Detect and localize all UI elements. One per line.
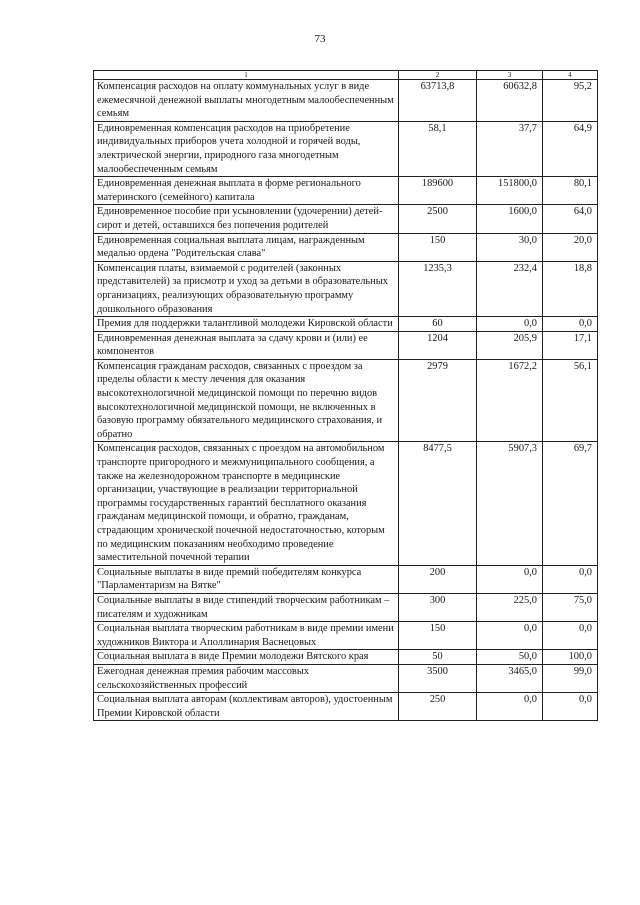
row-percent-value: 0,0 xyxy=(543,565,598,593)
row-percent-value: 0,0 xyxy=(543,317,598,332)
row-plan-value: 1235,3 xyxy=(399,261,477,316)
row-percent-value: 64,9 xyxy=(543,121,598,176)
row-percent-value: 64,0 xyxy=(543,205,598,233)
row-percent-value: 100,0 xyxy=(543,650,598,665)
row-plan-value: 150 xyxy=(399,233,477,261)
row-actual-value: 0,0 xyxy=(477,622,543,650)
table-row xyxy=(94,622,598,650)
row-plan-value: 8477,5 xyxy=(399,442,477,565)
table-row xyxy=(94,664,598,692)
row-plan-value: 2979 xyxy=(399,359,477,442)
row-plan-value: 63713,8 xyxy=(399,80,477,122)
row-plan-value: 50 xyxy=(399,650,477,665)
table-row xyxy=(94,233,598,261)
row-actual-value: 205,9 xyxy=(477,331,543,359)
header-cell: 2 xyxy=(399,71,477,80)
row-actual-value: 0,0 xyxy=(477,693,543,721)
row-actual-value: 225,0 xyxy=(477,593,543,621)
page-number: 73 xyxy=(314,33,326,45)
row-percent-value: 99,0 xyxy=(543,664,598,692)
row-plan-value: 58,1 xyxy=(399,121,477,176)
row-description: Единовременная денежная выплата за сдачу крови и (или) ее компонентов xyxy=(94,331,399,359)
table-row xyxy=(94,317,598,332)
row-description: Социальная выплата в виде Премии молодежи Вятского края xyxy=(94,650,399,665)
table-row xyxy=(94,442,598,565)
row-actual-value: 50,0 xyxy=(477,650,543,665)
row-plan-value: 1204 xyxy=(399,331,477,359)
row-percent-value: 0,0 xyxy=(543,622,598,650)
row-actual-value: 0,0 xyxy=(477,317,543,332)
row-description: Компенсация расходов, связанных с проездом на автомобильном транспорте пригородного и межмуниципального сообщения, а также на железнодорожном транспорте в медицинские организации, участвующие в реализации территориальной программы государственных гарантий бесплатного оказания гражданам медицинской помощи, и обратно, гражданам, страдающим хронической почечной недостаточностью, которым по медицинским показаниям необходимо проведение заместительной почечной терапии xyxy=(94,442,399,565)
table-header-row xyxy=(94,71,598,80)
row-plan-value: 3500 xyxy=(399,664,477,692)
row-description: Единовременная компенсация расходов на приобретение индивидуальных приборов учета холодной и горячей воды, электрической энергии, природного газа многодетным малообеспеченным семьям xyxy=(94,121,399,176)
row-plan-value: 200 xyxy=(399,565,477,593)
data-table xyxy=(93,70,598,721)
table-row xyxy=(94,80,598,122)
row-actual-value: 1672,2 xyxy=(477,359,543,442)
row-actual-value: 0,0 xyxy=(477,565,543,593)
row-percent-value: 18,8 xyxy=(543,261,598,316)
table-row xyxy=(94,261,598,316)
row-actual-value: 232,4 xyxy=(477,261,543,316)
table-row xyxy=(94,331,598,359)
row-percent-value: 75,0 xyxy=(543,593,598,621)
row-actual-value: 30,0 xyxy=(477,233,543,261)
row-description: Компенсация гражданам расходов, связанных с проездом за пределы области к месту лечения для оказания высокотехнологичной медицинской помощи по перечню видов высокотехнологичной медицинской помощи, не включенных в базовую программу обязательного медицинского страхования, и обратно xyxy=(94,359,399,442)
table-row xyxy=(94,121,598,176)
row-percent-value: 69,7 xyxy=(543,442,598,565)
row-description: Социальные выплаты в виде премий победителям конкурса "Парламентаризм на Вятке" xyxy=(94,565,399,593)
row-percent-value: 95,2 xyxy=(543,80,598,122)
row-description: Ежегодная денежная премия рабочим массовых сельскохозяйственных профессий xyxy=(94,664,399,692)
row-description: Социальная выплата авторам (коллективам авторов), удостоенным Премии Кировской области xyxy=(94,693,399,721)
row-percent-value: 17,1 xyxy=(543,331,598,359)
row-actual-value: 37,7 xyxy=(477,121,543,176)
row-plan-value: 60 xyxy=(399,317,477,332)
row-actual-value: 151800,0 xyxy=(477,177,543,205)
table-row xyxy=(94,565,598,593)
header-cell: 4 xyxy=(543,71,598,80)
row-description: Социальные выплаты в виде стипендий творческим работникам – писателям и художникам xyxy=(94,593,399,621)
table-row xyxy=(94,650,598,665)
row-percent-value: 80,1 xyxy=(543,177,598,205)
row-description: Единовременная социальная выплата лицам, награжденным медалью ордена "Родительская слава" xyxy=(94,233,399,261)
row-description: Социальная выплата творческим работникам в виде премии имени художников Виктора и Аполлинария Васнецовых xyxy=(94,622,399,650)
row-percent-value: 56,1 xyxy=(543,359,598,442)
row-plan-value: 250 xyxy=(399,693,477,721)
row-actual-value: 1600,0 xyxy=(477,205,543,233)
row-percent-value: 20,0 xyxy=(543,233,598,261)
row-description: Премия для поддержки талантливой молодежи Кировской области xyxy=(94,317,399,332)
row-description: Компенсация расходов на оплату коммунальных услуг в виде ежемесячной денежной выплаты многодетным малообеспеченным семьям xyxy=(94,80,399,122)
table-row xyxy=(94,359,598,442)
row-actual-value: 3465,0 xyxy=(477,664,543,692)
table-row xyxy=(94,693,598,721)
header-cell: 3 xyxy=(477,71,543,80)
row-description: Единовременная денежная выплата в форме регионального материнского (семейного) капитала xyxy=(94,177,399,205)
row-plan-value: 189600 xyxy=(399,177,477,205)
row-plan-value: 150 xyxy=(399,622,477,650)
row-percent-value: 0,0 xyxy=(543,693,598,721)
row-description: Компенсация платы, взимаемой с родителей (законных представителей) за присмотр и уход за детьми в образовательных организациях, реализующих образовательную программу дошкольного образования xyxy=(94,261,399,316)
row-description: Единовременное пособие при усыновлении (удочерении) детей-сирот и детей, оставшихся без попечения родителей xyxy=(94,205,399,233)
row-actual-value: 60632,8 xyxy=(477,80,543,122)
header-cell: 1 xyxy=(94,71,399,80)
row-plan-value: 300 xyxy=(399,593,477,621)
row-plan-value: 2500 xyxy=(399,205,477,233)
table-row xyxy=(94,177,598,205)
row-actual-value: 5907,3 xyxy=(477,442,543,565)
table-row xyxy=(94,205,598,233)
table-row xyxy=(94,593,598,621)
